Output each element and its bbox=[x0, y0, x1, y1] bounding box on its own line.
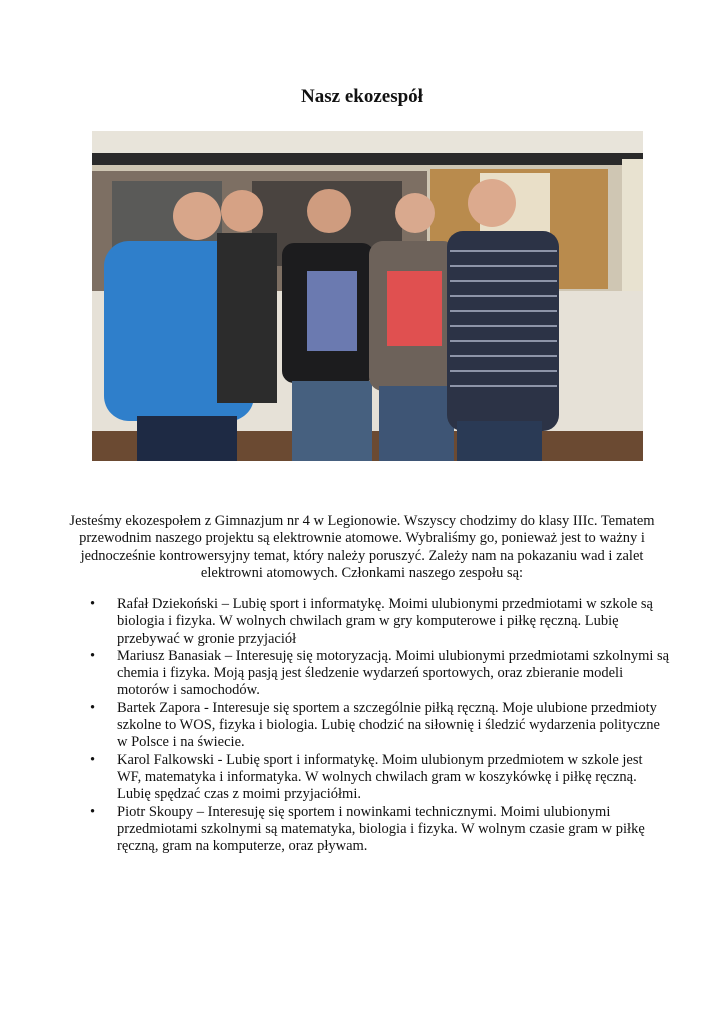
bullet-icon: • bbox=[90, 647, 96, 664]
bullet-icon: • bbox=[90, 596, 96, 612]
members-list bbox=[90, 596, 670, 855]
list-item bbox=[90, 700, 670, 752]
member-text: Rafał Dziekoński – Lubię sport i informatykę. Moimi ulubionymi przedmiotami w szkole są biologia i fizyka. W wolnych chwilach gram w gry komputerowe i piłkę ręczną. Lubię przebywać w gronie przyjaciół bbox=[117, 596, 653, 647]
page-title: Nasz ekozespół bbox=[301, 86, 423, 107]
member-text: Karol Falkowski - Lubię sport i informatykę. Moim ulubionym przedmiotem w szkole jest WF, matematyka i informatyka. W wolnych chwilach gram w koszykówkę i piłkę ręczną. Lubię spędzać czas z moimi przyjaciółmi. bbox=[117, 751, 643, 803]
member-text: Bartek Zapora - Interesuje się sportem a szczególnie piłką ręczną. Moje ulubione przedmioty szkolne to WOS, fizyka i biologia. Lubię chodzić na siłownię i śledzić wydarzenia polityczne w Polsce i na świecie. bbox=[117, 699, 660, 751]
member-text: Piotr Skoupy – Interesuję się sportem i nowinkami technicznymi. Moimi ulubionymi przedmiotami szkolnymi są matematyka, biologia i fizyka. W wolnym czasie gram w piłkę ręczną, gram na komputerze, oraz pływam. bbox=[117, 803, 645, 855]
bullet-icon: • bbox=[90, 803, 96, 820]
list-item bbox=[90, 752, 670, 804]
group-photo bbox=[92, 131, 643, 461]
list-item bbox=[90, 596, 670, 648]
bullet-icon: • bbox=[90, 699, 96, 716]
member-text: Mariusz Banasiak – Interesuję się motoryzacją. Moimi ulubionymi przedmiotami szkolnymi są chemia i fizyka. Moją pasją jest śledzenie wydarzeń sportowych, oraz zbieranie modeli motorów i samochodów. bbox=[117, 647, 670, 699]
bullet-icon: • bbox=[90, 751, 96, 768]
intro-paragraph: Jesteśmy ekozespołem z Gimnazjum nr 4 w Legionowie. Wszyscy chodzimy do klasy IIIc. Tematem przewodnim naszego projektu są elektrownie atomowe. Wybraliśmy go, ponieważ jest to ważny i jednocześnie kontrowersyjny temat, który należy poruszyć. Zależy nam na pokazaniu wad i zalet elektrowni atomowych. Członkami naszego zespołu są: bbox=[69, 513, 655, 581]
list-item bbox=[90, 648, 670, 700]
list-item bbox=[90, 804, 670, 856]
